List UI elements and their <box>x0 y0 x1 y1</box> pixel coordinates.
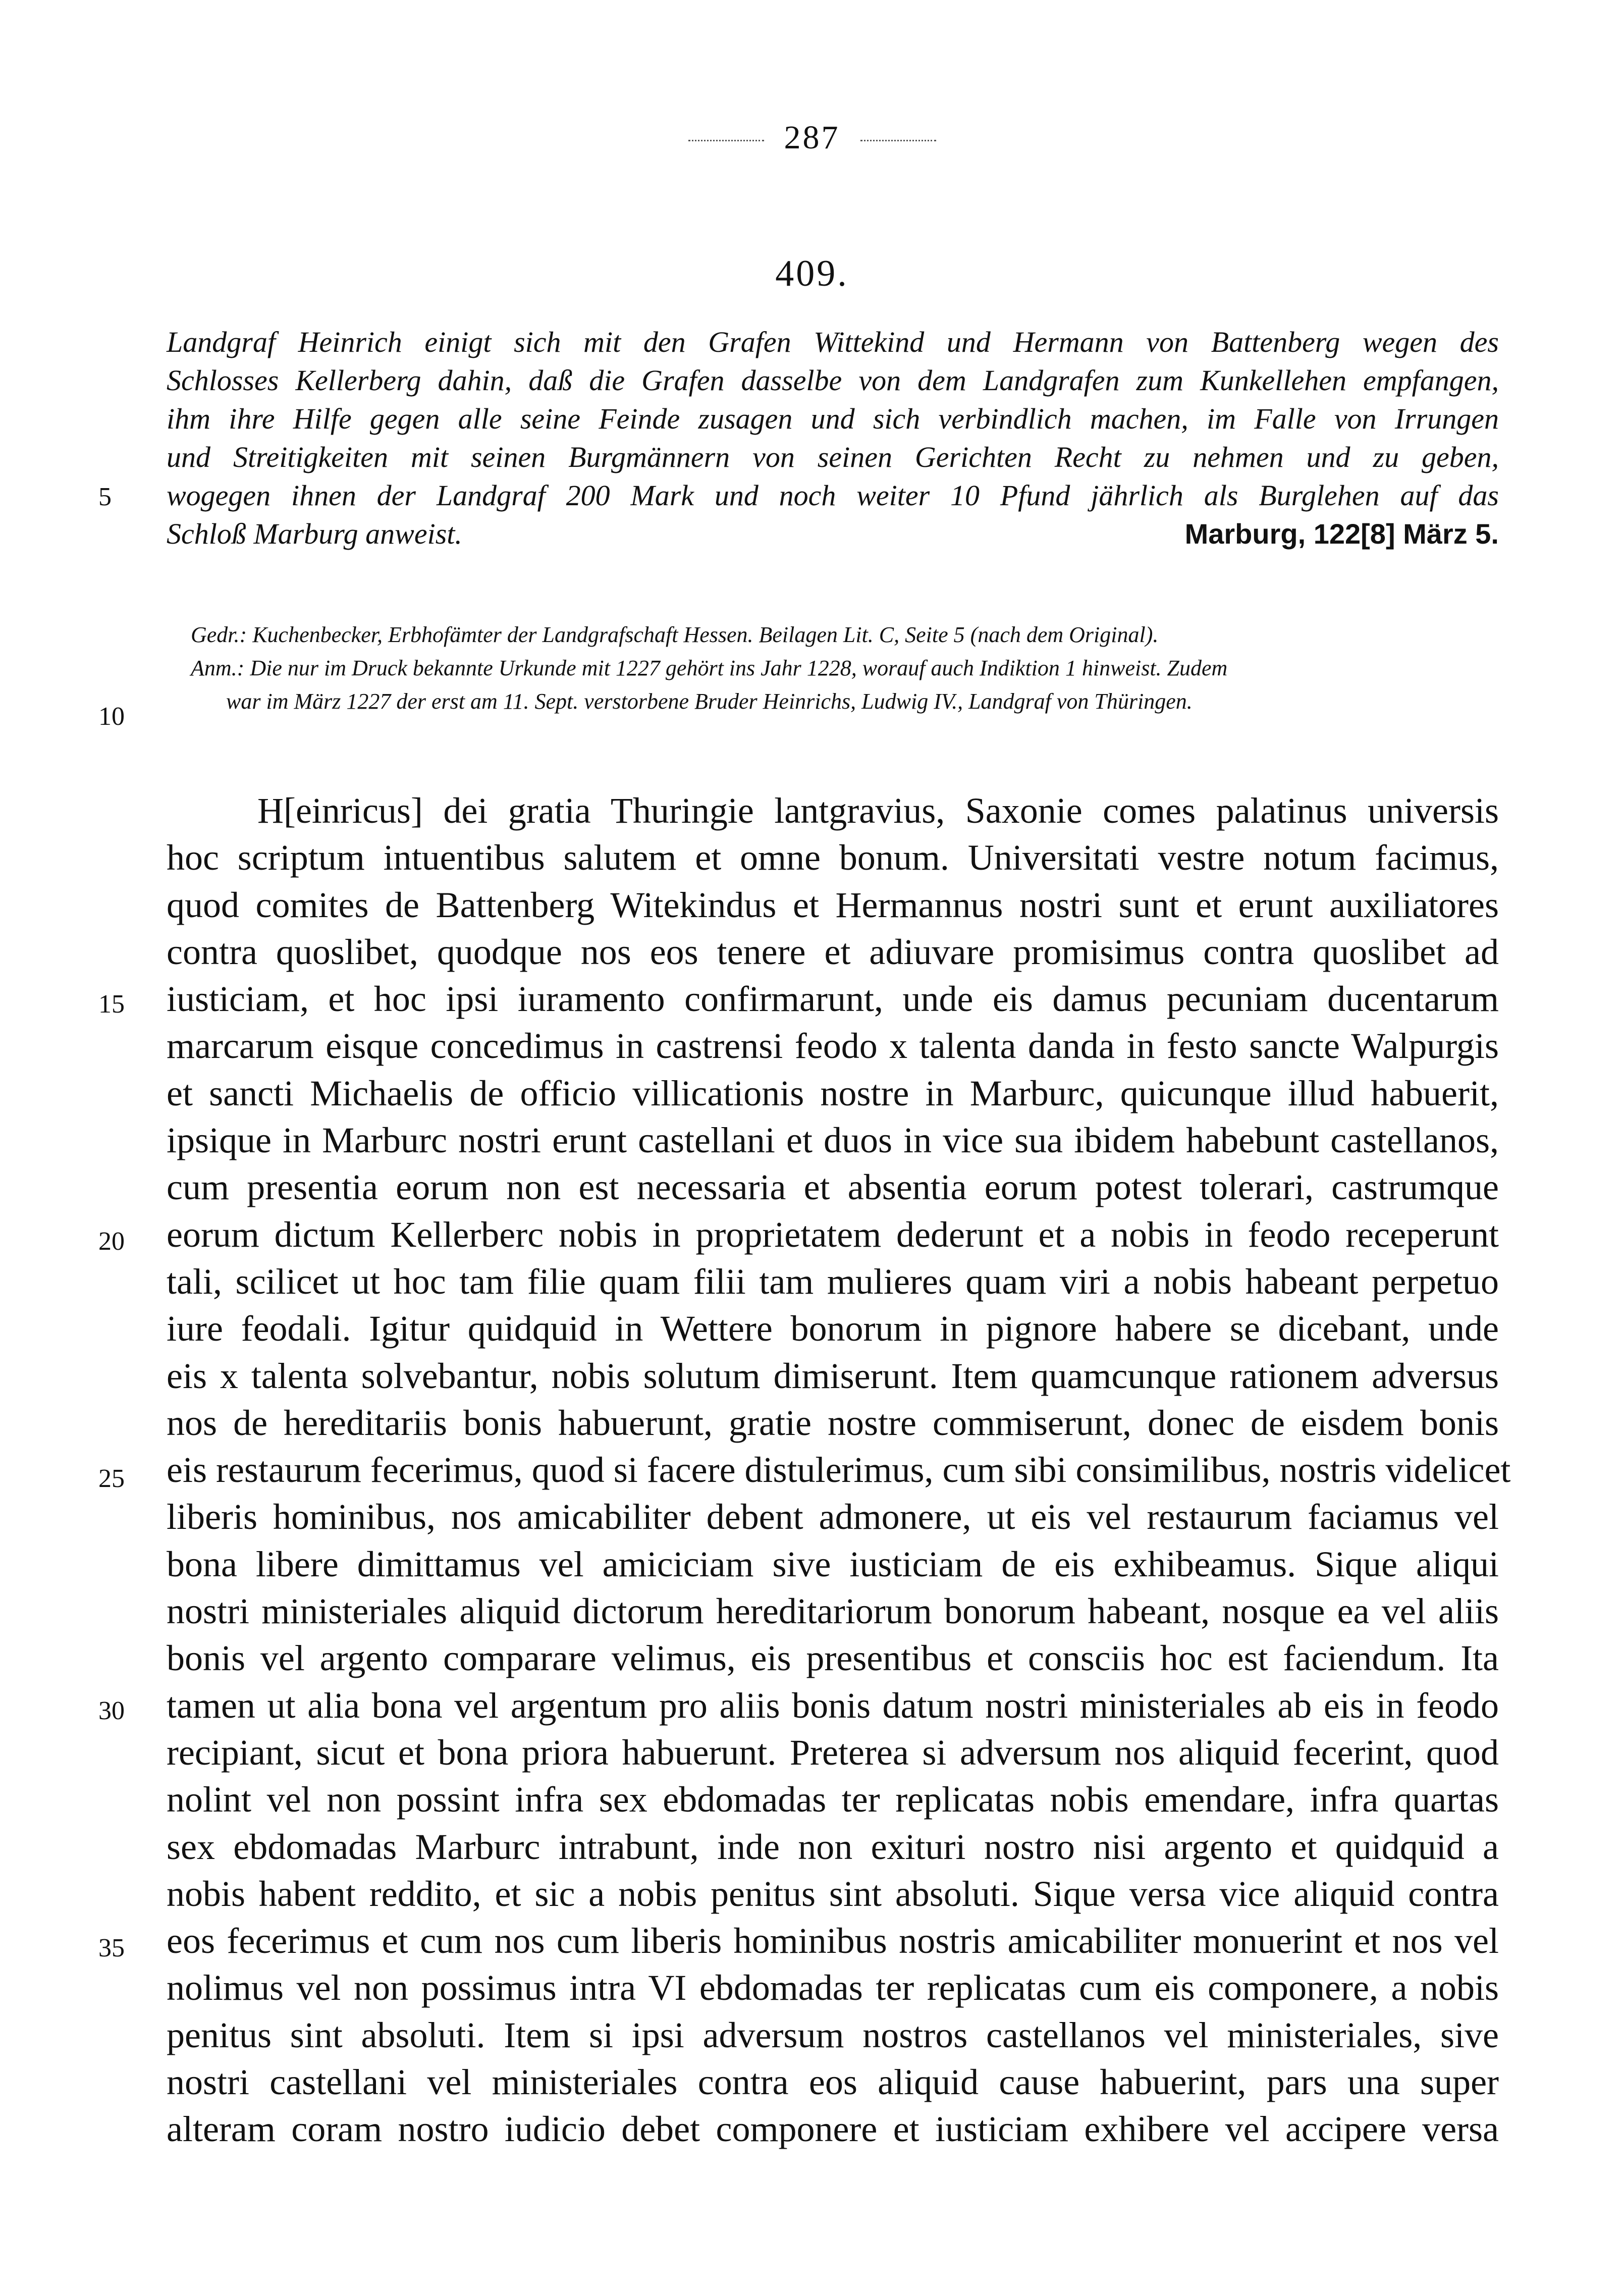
text-line: ipsique in Marburc nostri erunt castellani et duos in vice sua ibidem habebunt castellanos, <box>167 1120 1499 1161</box>
text-line: nostri ministeriales aliquid dictorum hereditariorum bonorum habeant, nosque ea vel aliis <box>167 1591 1499 1632</box>
text-line: cum presentia eorum non est necessaria et absentia eorum potest tolerari, castrumque <box>167 1167 1499 1208</box>
note-line <box>191 652 1452 685</box>
text-line: iusticiam, et hoc ipsi iuramento confirmarunt, unde eis damus pecuniam ducentarum <box>167 979 1499 1020</box>
page-number: 287 <box>784 119 840 156</box>
line-number: 10 <box>98 702 125 731</box>
line-number: 30 <box>98 1696 125 1725</box>
note-label: Gedr.: <box>191 622 247 647</box>
text-line: nostri castellani vel ministeriales contra eos aliquid cause habuerint, pars una super <box>167 2062 1499 2103</box>
text-line: eis x talenta solvebantur, nobis solutum dimiserunt. Item quamcunque rationem adversus <box>167 1355 1499 1396</box>
note-label: Anm.: <box>191 656 245 680</box>
regest <box>167 323 1499 553</box>
text-line: marcarum eisque concedimus in castrensi feodo x talenta danda in festo sancte Walpurgis <box>167 1026 1499 1067</box>
document-number: 409. <box>775 253 849 294</box>
regest-last-line <box>167 515 1499 553</box>
line-number: 15 <box>98 990 125 1019</box>
note-text: Kuchenbecker, Erbhofämter der Landgrafschaft Hessen. Beilagen Lit. C, Seite 5 (nach dem Original). <box>252 622 1159 647</box>
text-line: nobis habent reddito, et sic a nobis penitus sint absoluti. Sique versa vice aliquid contra <box>167 1873 1499 1914</box>
charter-text <box>167 787 1511 2153</box>
text-line: penitus sint absoluti. Item si ipsi adversum nostros castellanos vel ministeriales, sive <box>167 2014 1499 2055</box>
note-line <box>191 618 1452 652</box>
note-text: war im März 1227 der erst am 11. Sept. verstorbene Bruder Heinrichs, Ludwig IV., Landgraf von Thüringen. <box>226 689 1193 714</box>
text-line: bonis vel argento comparare velimus, eis presentibus et consciis hoc est faciendum. Ita <box>167 1638 1499 1679</box>
text-line: liberis hominibus, nos amicabiliter debent admonere, ut eis vel restaurum faciamus vel <box>167 1497 1499 1537</box>
regest-line: und Streitigkeiten mit seinen Burgmännern von seinen Gerichten Recht zu nehmen und zu geben, <box>167 441 1499 473</box>
regest-line: Schlosses Kellerberg dahin, daß die Grafen dasselbe von dem Landgrafen zum Kunkellehen empfangen, <box>167 364 1499 397</box>
page-header <box>0 119 1624 157</box>
margin-line-numbers <box>0 0 161 2285</box>
regest-line: wogegen ihnen der Landgraf 200 Mark und noch weiter 10 Pfund jährlich als Burglehen auf das <box>167 479 1499 512</box>
text-line: eos fecerimus et cum nos cum liberis hominibus nostris amicabiliter monuerint et nos vel <box>167 1921 1499 1961</box>
text-line: alteram coram nostro iudicio debet componere et iusticiam exhibere vel accipere versa <box>167 2109 1499 2150</box>
line-number: 25 <box>98 1464 125 1493</box>
header-rule-right <box>860 140 936 141</box>
text-line: H[einricus] dei gratia Thuringie lantgravius, Saxonie comes palatinus universis <box>257 790 1499 831</box>
text-line: et sancti Michaelis de officio villicationis nostre in Marburc, quicunque illud habuerit, <box>167 1073 1499 1113</box>
note-line <box>191 685 1452 718</box>
notes <box>191 618 1452 718</box>
line-number: 35 <box>98 1934 125 1962</box>
text-line: contra quoslibet, quodque nos eos tenere et adiuvare promisimus contra quoslibet ad <box>167 931 1499 972</box>
text-line: tali, scilicet ut hoc tam filie quam filii tam mulieres quam viri a nobis habeant perpetuo <box>167 1261 1499 1302</box>
text-line: nos de hereditariis bonis habuerunt, gratie nostre commiserunt, donec de eisdem bonis <box>167 1402 1499 1443</box>
regest-line: Schloß Marburg anweist. <box>167 517 462 550</box>
text-line: nolint vel non possint infra sex ebdomadas ter replicatas nobis emendare, infra quartas <box>167 1779 1499 1820</box>
line-number: 20 <box>98 1227 125 1256</box>
text-line: hoc scriptum intuentibus salutem et omne bonum. Universitati vestre notum facimus, <box>167 837 1499 878</box>
line-number: 5 <box>98 483 112 511</box>
document-date: Marburg, 122[8] März 5. <box>1184 518 1499 550</box>
regest-line: Landgraf Heinrich einigt sich mit den Grafen Wittekind und Hermann von Battenberg wegen des <box>167 326 1499 358</box>
text-line: nolimus vel non possimus intra VI ebdomadas ter replicatas cum eis componere, a nobis <box>167 1968 1499 2008</box>
text-line: eorum dictum Kellerberc nobis in proprietatem dederunt et a nobis in feodo receperunt <box>167 1214 1499 1255</box>
text-line: sex ebdomadas Marburc intrabunt, inde non exituri nostro nisi argento et quidquid a <box>167 1826 1499 1867</box>
text-line: bona libere dimittamus vel amiciciam sive iusticiam de eis exhibeamus. Sique aliqui <box>167 1544 1499 1584</box>
text-line: eis restaurum fecerimus, quod si facere distulerimus, cum sibi consimilibus, nostris videlicet <box>167 1450 1511 1491</box>
text-line: iure feodali. Igitur quidquid in Wettere bonorum in pignore habere se dicebant, unde <box>167 1308 1499 1349</box>
header-rule-left <box>688 140 764 141</box>
text-line: tamen ut alia bona vel argentum pro aliis bonis datum nostri ministeriales ab eis in feodo <box>167 1685 1499 1726</box>
text-line: quod comites de Battenberg Witekindus et Hermannus nostri sunt et erunt auxiliatores <box>167 884 1499 925</box>
text-line: recipiant, sicut et bona priora habuerunt. Preterea si adversum nos aliquid fecerint, quod <box>167 1732 1499 1773</box>
note-text: Die nur im Druck bekannte Urkunde mit 1227 gehört ins Jahr 1228, worauf auch Indiktion 1 hinweist. Zudem <box>250 656 1228 680</box>
regest-line: ihm ihre Hilfe gegen alle seine Feinde zusagen und sich verbindlich machen, im Falle von Irrungen <box>167 402 1499 435</box>
